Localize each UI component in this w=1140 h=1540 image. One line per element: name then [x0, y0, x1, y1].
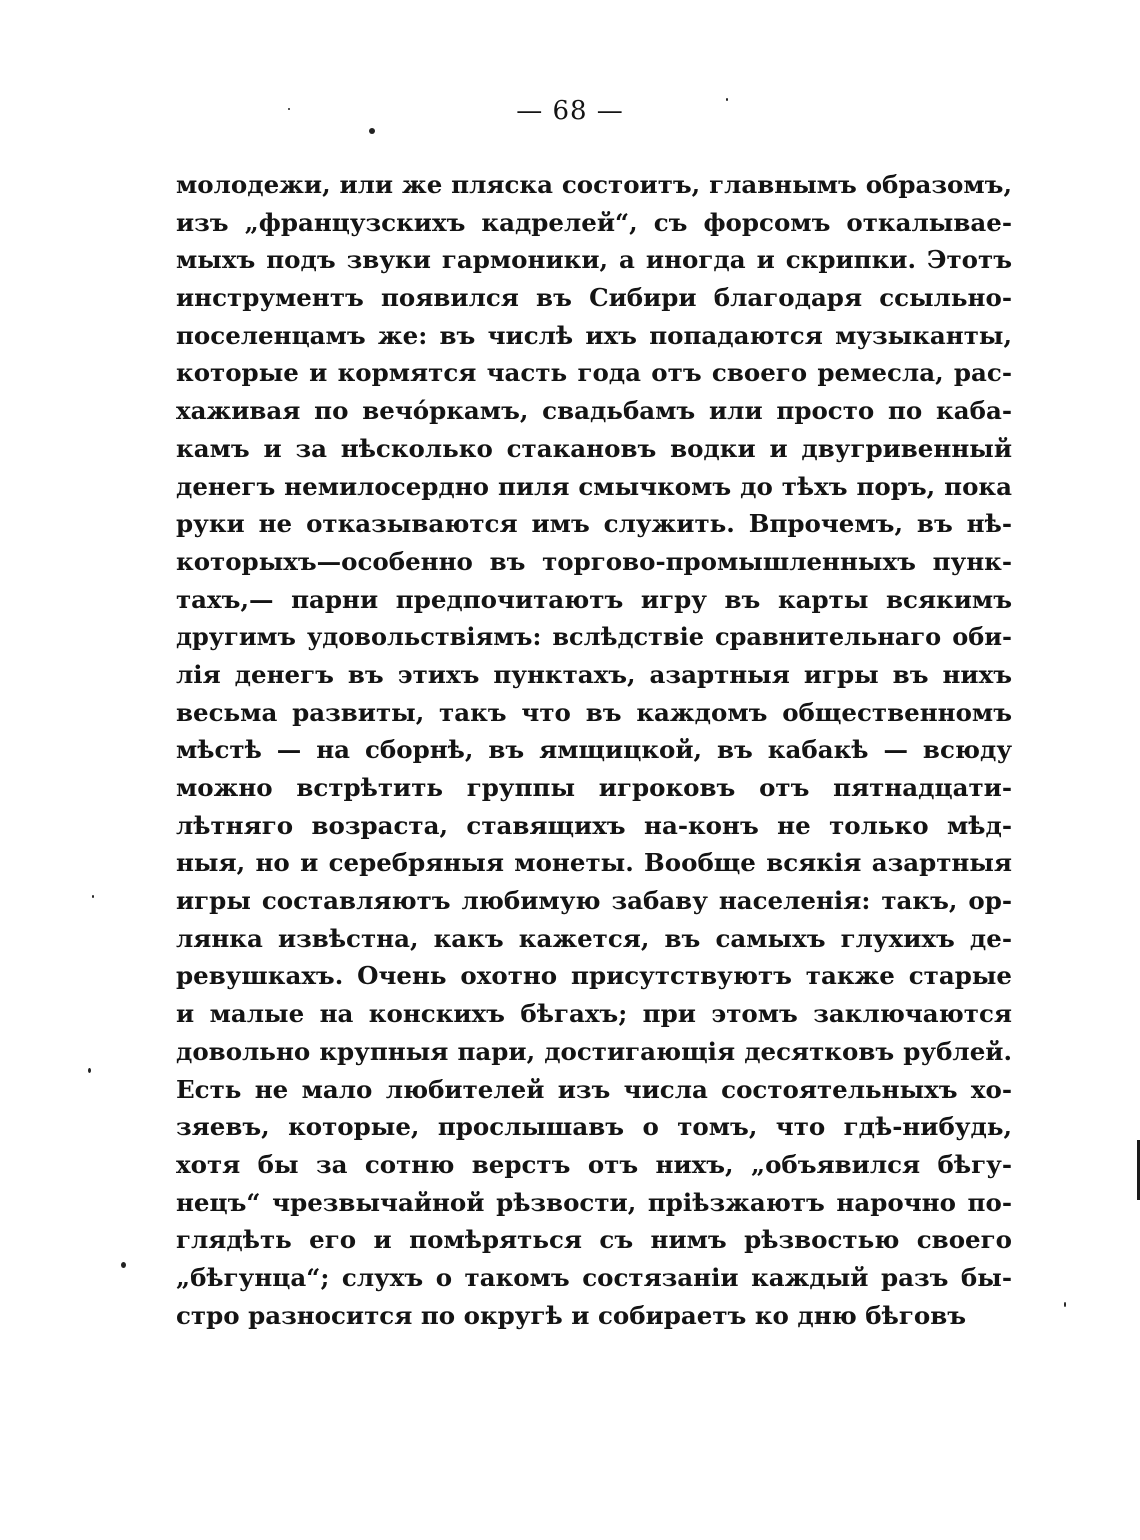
- text-line: хотя бы за сотню верстъ отъ нихъ, „объявился бѣгу-: [176, 1149, 1012, 1179]
- text-line: довольно крупныя пари, достигающія десятковъ рублей.: [176, 1036, 1012, 1066]
- text-line: которыхъ—особенно въ торгово-промышленныхъ пунк-: [176, 546, 1012, 576]
- text-line: тахъ,— парни предпочитаютъ игру въ карты всякимъ: [176, 584, 1012, 614]
- text-line: мѣстѣ — на сборнѣ, въ ямщицкой, въ кабакѣ — всюду: [176, 735, 1012, 765]
- scan-speck: [1064, 1302, 1066, 1307]
- text-line: поселенцамъ же: въ числѣ ихъ попадаются музыканты,: [176, 320, 1012, 350]
- scan-speck: [92, 895, 94, 898]
- text-line: ревушкахъ. Очень охотно присутствуютъ также старые: [176, 961, 1012, 991]
- text-line: нецъ“ чрезвычайной рѣзвости, пріѣзжаютъ нарочно по-: [176, 1187, 1012, 1217]
- text-line: молодежи, или же пляска состоитъ, главнымъ образомъ,: [176, 170, 1012, 199]
- scan-speck: [369, 128, 375, 134]
- text-line: можно встрѣтить группы игроковъ отъ пятнадцати-: [176, 773, 1012, 802]
- text-line: денегъ немилосердно пиля смычкомъ до тѣхъ поръ, пока: [176, 471, 1012, 501]
- scan-speck: [288, 108, 290, 110]
- text-line: лянка извѣстна, какъ кажется, въ самыхъ глухихъ де-: [176, 923, 1012, 953]
- text-line: стро разносится по округѣ и собираетъ ко дню бѣговъ: [176, 1300, 967, 1330]
- body-text: [176, 166, 1012, 1334]
- scan-speck: [726, 98, 728, 101]
- text-line: которые и кормятся часть года отъ своего ремесла, рас-: [176, 358, 1012, 388]
- text-line: Есть не мало любителей изъ числа состоятельныхъ хо-: [176, 1074, 1012, 1104]
- text-line: хаживая по вечо́ркамъ, свадьбамъ или просто по каба-: [176, 396, 1012, 426]
- page-number: — 68 —: [516, 96, 624, 126]
- text-line: ныя, но и серебряныя монеты. Вообще всякія азартныя: [176, 848, 1012, 878]
- text-line: глядѣть его и помѣряться съ нимъ рѣзвостью своего: [176, 1225, 1012, 1255]
- text-line: игры составляютъ любимую забаву населенія: такъ, ор-: [176, 886, 1012, 916]
- text-line: изъ „французскихъ кадрелей“, съ форсомъ откалывае-: [176, 207, 1012, 237]
- text-line: руки не отказываются имъ служить. Впрочемъ, въ нѣ-: [176, 509, 1012, 539]
- text-line: и малые на конскихъ бѣгахъ; при этомъ заключаются: [176, 999, 1012, 1029]
- text-line: другимъ удовольствіямъ: вслѣдствіе сравнительнаго оби-: [176, 622, 1012, 652]
- text-line: „бѣгунца“; слухъ о такомъ состязаніи каждый разъ бы-: [176, 1262, 1012, 1292]
- text-line: мыхъ подъ звуки гармоники, а иногда и скрипки. Этотъ: [176, 245, 1012, 275]
- text-line: весьма развиты, такъ что въ каждомъ общественномъ: [176, 697, 1012, 727]
- text-line: камъ и за нѣсколько стакановъ водки и двугривенный: [176, 433, 1012, 463]
- text-line: зяевъ, которые, прослышавъ о томъ, что гдѣ-нибудь,: [176, 1112, 1012, 1142]
- text-line: инструментъ появился въ Сибири благодаря ссыльно-: [176, 283, 1012, 313]
- scan-speck: [88, 1068, 91, 1073]
- text-line: лія денегъ въ этихъ пунктахъ, азартныя игры въ нихъ: [176, 659, 1012, 689]
- scan-speck: [121, 1262, 126, 1268]
- text-line: лѣтняго возраста, ставящихъ на-конъ не только мѣд-: [176, 810, 1012, 840]
